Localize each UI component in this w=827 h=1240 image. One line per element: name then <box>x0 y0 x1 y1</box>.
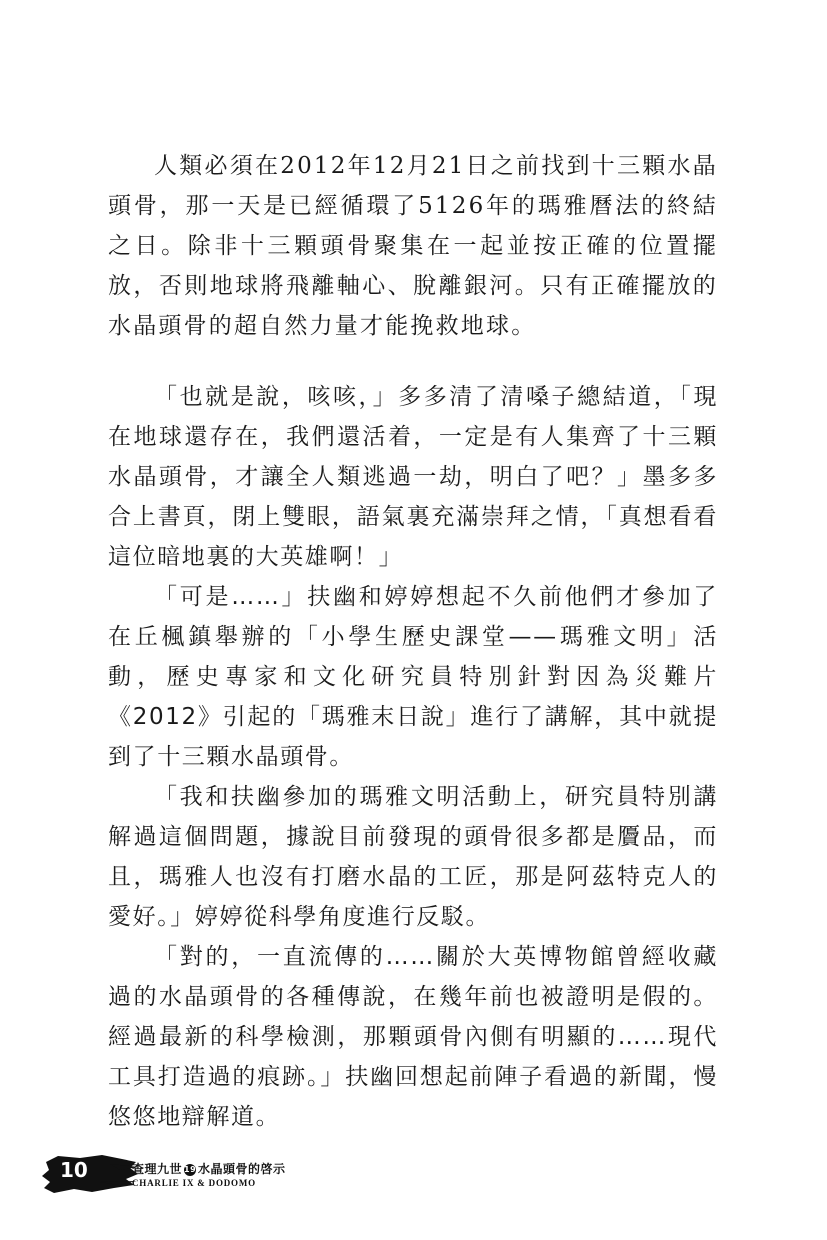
brush-stroke-icon <box>40 1152 140 1196</box>
story-body <box>108 377 718 1137</box>
series-english-title: CHARLIE IX & DODOMO <box>132 1178 256 1188</box>
page-number: 10 <box>60 1158 88 1182</box>
series-title-sub: 水晶頭骨的啓示 <box>198 1162 286 1176</box>
series-title <box>132 1160 286 1177</box>
body-paragraph-2: 「可是……」扶幽和婷婷想起不久前他們才參加了在丘楓鎮舉辦的「小學生歷史課堂——瑪雅文明」活動，歷史專家和文化研究員特別針對因為災難片《2012》引起的「瑪雅末日說」進行了講解，其中就提到了十三顆水晶頭骨。 <box>108 584 718 770</box>
body-paragraph-1: 「也就是說，咳咳，」多多清了清嗓子總結道，「現在地球還存在，我們還活着，一定是有人集齊了十三顆水晶頭骨，才讓全人類逃過一劫，明白了吧？」墨多多合上書頁，閉上雙眼，語氣裏充滿崇拜之情，「真想看看這位暗地裏的大英雄啊！」 <box>108 384 718 570</box>
intro-paragraph: 人類必須在2012年12月21日之前找到十三顆水晶頭骨，那一天是已經循環了5126年的瑪雅曆法的終結之日。除非十三顆頭骨聚集在一起並按正確的位置擺放，否則地球將飛離軸心、脫離銀河。只有正確擺放的水晶頭骨的超自然力量才能挽救地球。 <box>108 153 718 339</box>
body-paragraph-3: 「我和扶幽參加的瑪雅文明活動上，研究員特別講解過這個問題，據說目前發現的頭骨很多都是贗品，而且，瑪雅人也沒有打磨水晶的工匠，那是阿茲特克人的愛好。」婷婷從科學角度進行反駁。 <box>108 784 718 930</box>
page-footer <box>40 1152 340 1200</box>
volume-badge: 19 <box>184 1164 197 1174</box>
series-title-main: 查理九世 <box>132 1162 183 1176</box>
body-paragraph-4: 「對的，一直流傳的……關於大英博物館曾經收藏過的水晶頭骨的各種傳說，在幾年前也被證明是假的。經過最新的科學檢測，那顆頭骨內側有明顯的……現代工具打造過的痕跡。」扶幽回想起前陣子看過的新聞，慢悠悠地辯解道。 <box>108 944 718 1130</box>
